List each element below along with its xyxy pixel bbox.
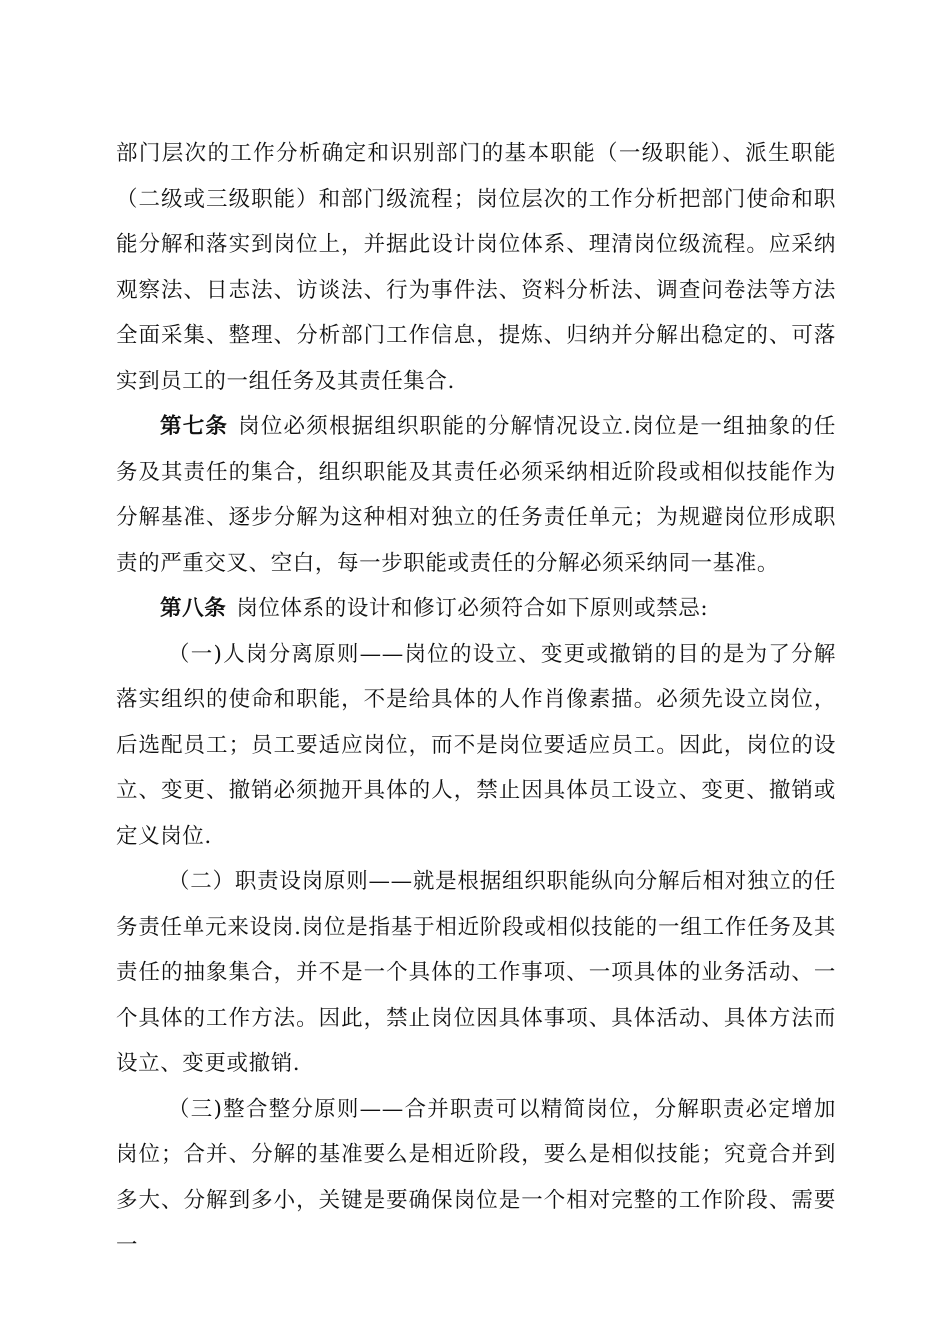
document-page	[116, 131, 836, 1269]
article-7-heading: 第七条	[160, 414, 229, 439]
article-7-text: 岗位必须根据组织职能的分解情况设立.岗位是一组抽象的任务及其责任的集合，组织职能及其责任必须采纳相近阶段或相似技能作为分解基准、逐步分解为这种相对独立的任务责任单元；为规避岗位形成职责的严重交叉、空白，每一步职能或责任的分解必须采纳同一基准。	[116, 414, 836, 576]
article-8-text: 岗位体系的设计和修订必须符合如下原则或禁忌:	[236, 596, 709, 621]
principle-item-3: （三)整合整分原则——合并职责可以精简岗位，分解职责必定增加岗位；合并、分解的基准要么是相近阶段，要么是相似技能；究竟合并到多大、分解到多小，关键是要确保岗位是一个相对完整的工作阶段、需要一	[116, 1096, 836, 1258]
article-7	[116, 404, 836, 586]
principle-item-2: （二）职责设岗原则——就是根据组织职能纵向分解后相对独立的任务责任单元来设岗.岗位是指基于相近阶段或相似技能的一组工作任务及其责任的抽象集合，并不是一个具体的工作事项、一项具体的业务活动、一个具体的工作方法。因此，禁止岗位因具体事项、具体活动、具体方法而设立、变更或撤销.	[116, 869, 836, 1076]
article-8-heading: 第八条	[160, 596, 227, 621]
paragraph-department-analysis: 部门层次的工作分析确定和识别部门的基本职能（一级职能）、派生职能（二级或三级职能）和部门级流程；岗位层次的工作分析把部门使命和职能分解和落实到岗位上，并据此设计岗位体系、理清岗位级流程。应采纳观察法、日志法、访谈法、行为事件法、资料分析法、调查问卷法等方法全面采集、整理、分析部门工作信息，提炼、归纳并分解出稳定的、可落实到员工的一组任务及其责任集合.	[116, 141, 836, 394]
principle-item-1: （一)人岗分离原则——岗位的设立、变更或撤销的目的是为了分解落实组织的使命和职能，不是给具体的人作肖像素描。必须先设立岗位，后选配员工；员工要适应岗位，而不是岗位要适应员工。因此，岗位的设立、变更、撤销必须抛开具体的人，禁止因具体员工设立、变更、撤销或定义岗位.	[116, 641, 836, 849]
article-8	[116, 586, 836, 632]
